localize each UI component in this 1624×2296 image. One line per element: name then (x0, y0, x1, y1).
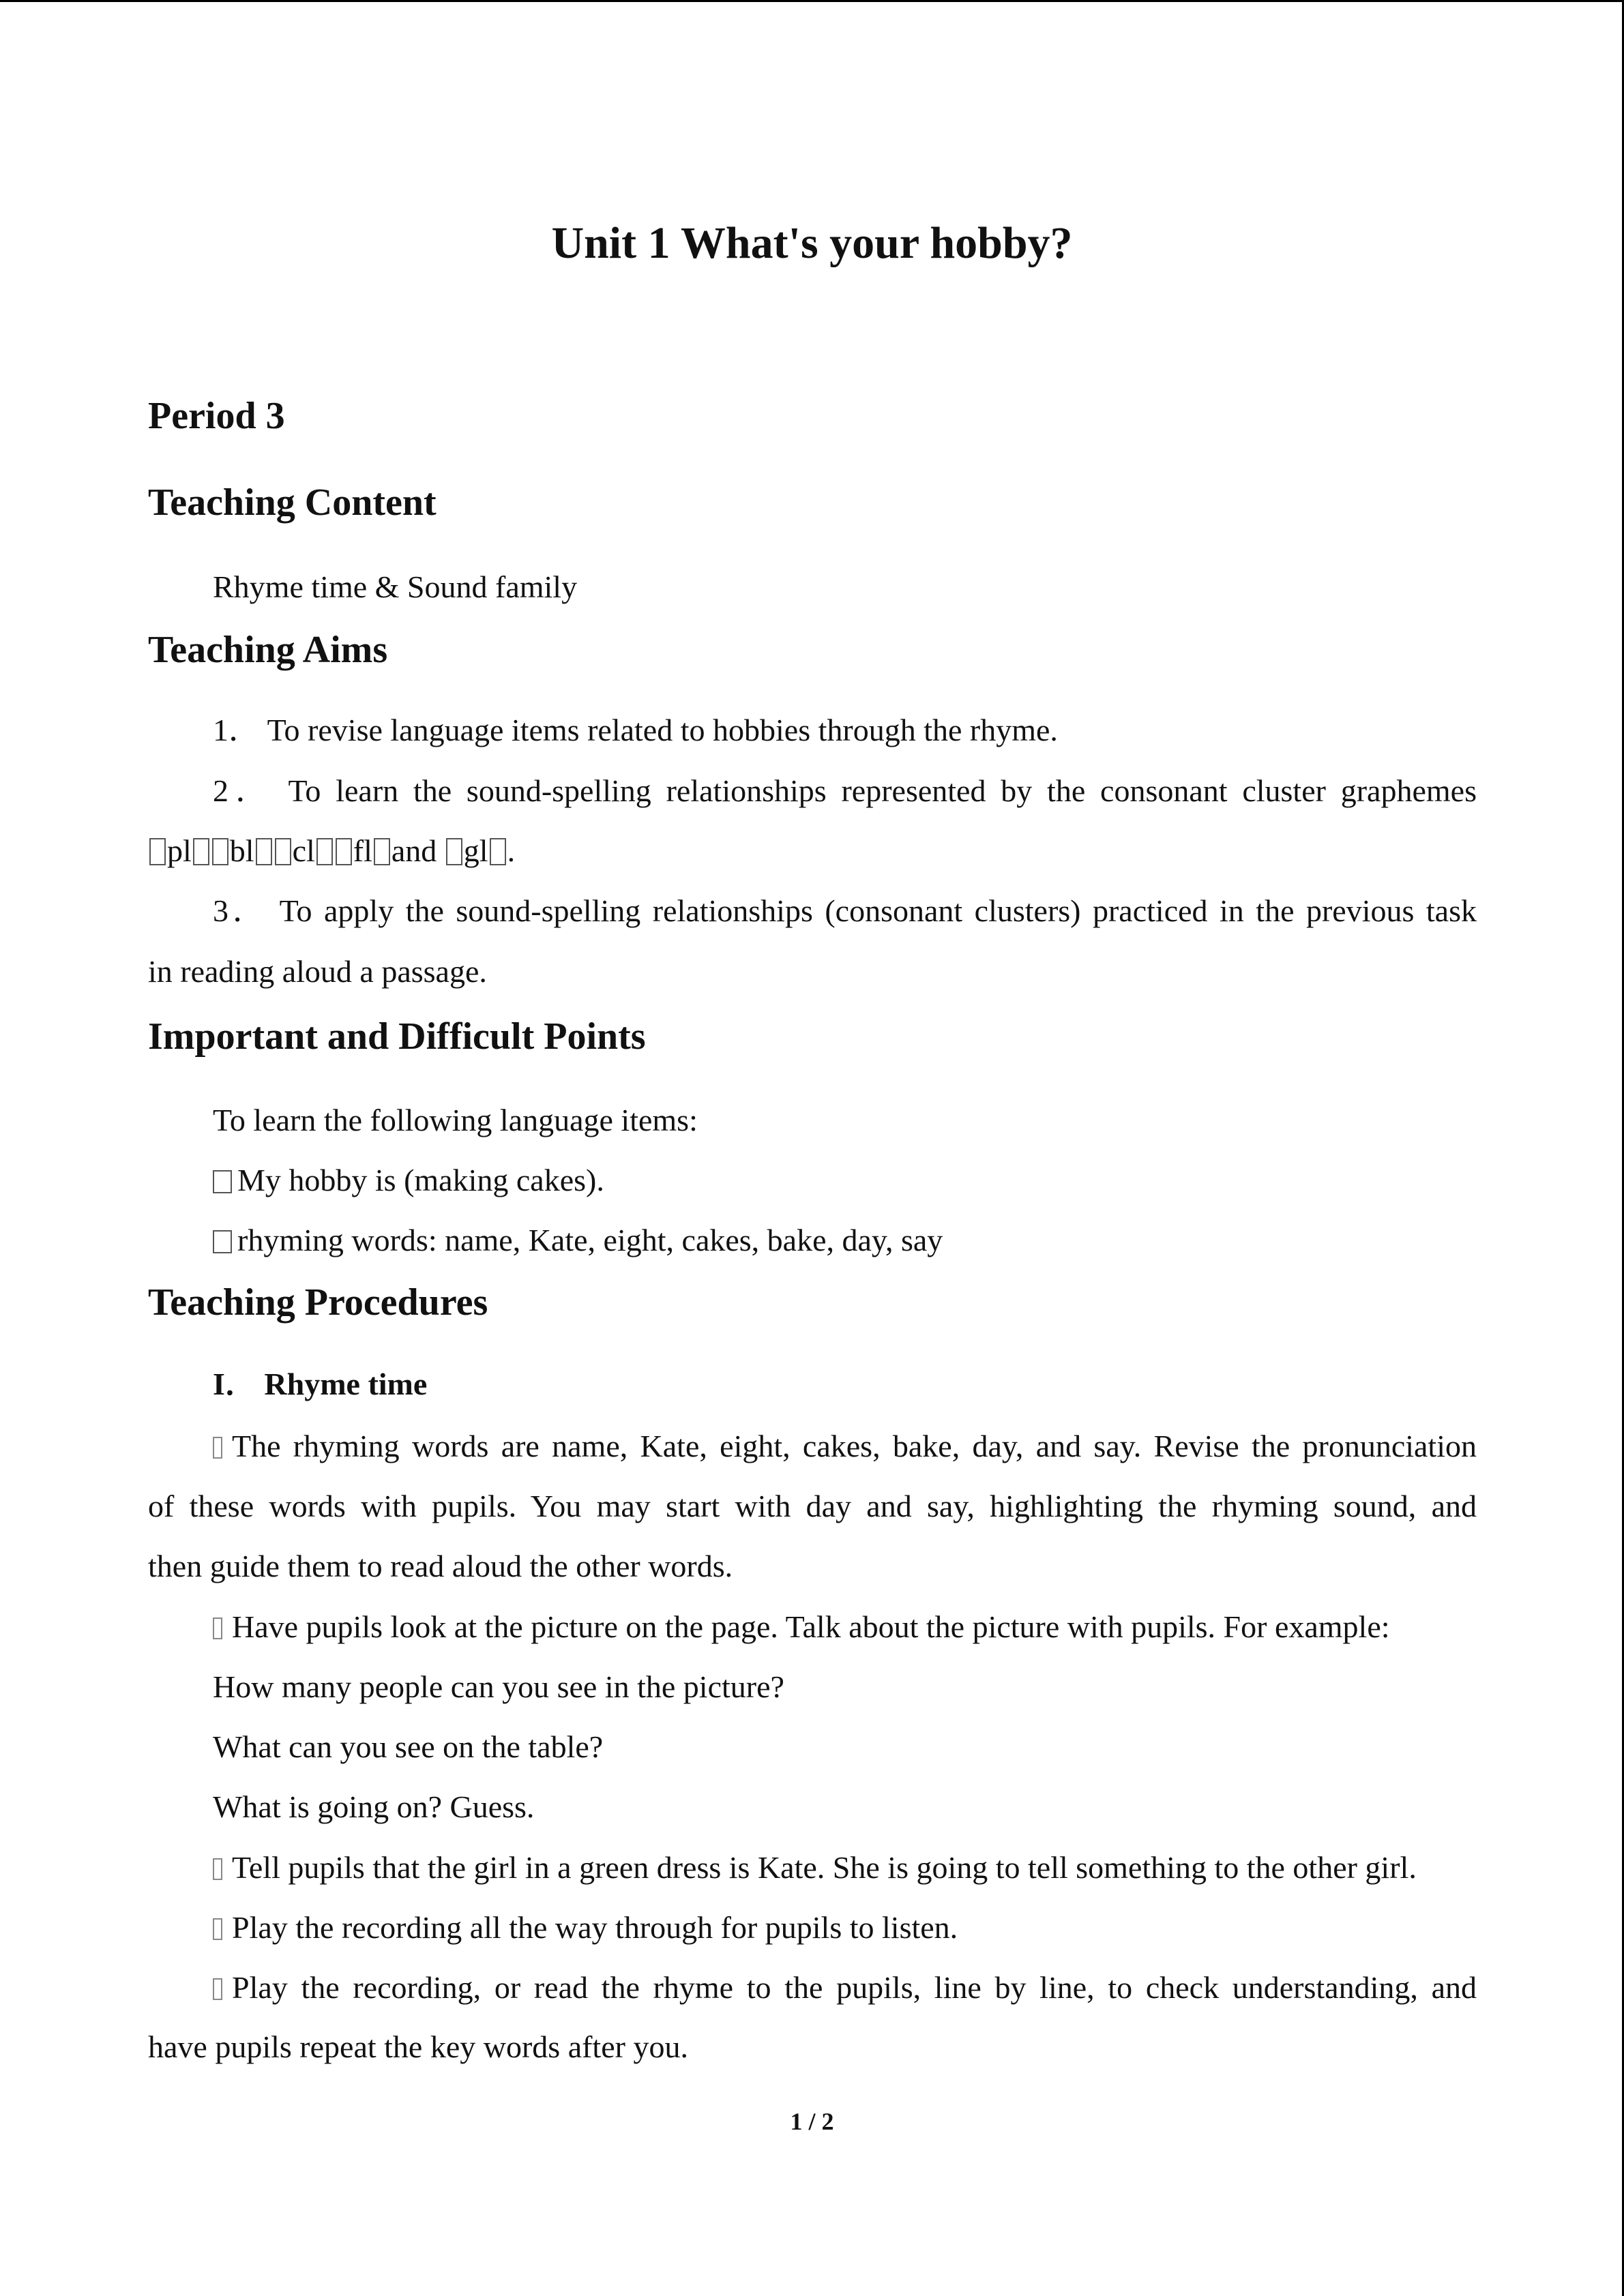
aim-1: 1． To revise language items related to hobbies through the rhyme. (213, 713, 1058, 747)
grapheme-bl: bl (229, 833, 254, 868)
aim-2-period: . (507, 833, 516, 868)
missing-glyph-box (212, 838, 228, 865)
step-4 (213, 1905, 958, 1950)
missing-glyph-box (490, 838, 506, 865)
points-item-2-text: rhyming words: name, Kate, eight, cakes, bake, day, say (237, 1223, 943, 1257)
step-2 (213, 1605, 1390, 1650)
step-marker-icon (213, 1978, 222, 2000)
step-5-line-2: have pupils repeat the key words after you. (148, 2029, 688, 2064)
grapheme-fl: fl (353, 833, 372, 868)
grapheme-cl: cl (292, 833, 315, 868)
step-marker-icon (213, 1437, 222, 1459)
step-2-text: Have pupils look at the picture on the page. Talk about the picture with pupils. For example: (232, 1609, 1390, 1644)
aim-3-line-2: in reading aloud a passage. (148, 954, 487, 989)
points-intro: To learn the following language items: (213, 1103, 698, 1137)
question-2: What can you see on the table? (213, 1729, 604, 1764)
teaching-aims-heading: Teaching Aims (148, 629, 388, 671)
step-3 (213, 1845, 1417, 1890)
step-3-text: Tell pupils that the girl in a green dress is Kate. She is going to tell something to the other girl. (232, 1850, 1417, 1885)
step-marker-icon (213, 1918, 222, 1940)
page-number: 1 / 2 (790, 2108, 834, 2135)
missing-glyph-box (149, 838, 166, 865)
teaching-procedures-heading: Teaching Procedures (148, 1281, 488, 1324)
step-1-line-1 (213, 1424, 1477, 1469)
teaching-content-heading: Teaching Content (148, 481, 437, 524)
missing-glyph-box (275, 838, 291, 865)
step-1-line-1-text: The rhyming words are name, Kate, eight, cakes, bake, day, and say. Revise the pronunciation (232, 1429, 1477, 1463)
step-1-line-2: of these words with pupils. You may start with day and say, highlighting the rhyming sound, and (148, 1489, 1477, 1523)
aim-2-graphemes (148, 829, 515, 874)
missing-glyph-box (374, 838, 390, 865)
step-4-text: Play the recording all the way through for pupils to listen. (232, 1910, 958, 1945)
step-5-line-1 (213, 1965, 1477, 2010)
points-item-1-text: My hobby is (making cakes). (237, 1163, 604, 1197)
grapheme-gl: gl (463, 833, 488, 868)
question-3: What is going on? Guess. (213, 1789, 535, 1824)
step-marker-icon (213, 1858, 222, 1880)
step-marker-icon (213, 1617, 222, 1639)
missing-glyph-box (193, 838, 209, 865)
missing-glyph-box (256, 838, 272, 865)
aim-2-line-1: 2． To learn the sound-spelling relationships represented by the consonant cluster graphemes (213, 773, 1477, 808)
grapheme-pl: pl (167, 833, 192, 868)
document-title: Unit 1 What's your hobby? (551, 218, 1073, 268)
important-points-heading: Important and Difficult Points (148, 1015, 646, 1058)
aim-2-and: and (391, 833, 437, 868)
missing-glyph-box (446, 838, 462, 865)
missing-glyph-box (336, 838, 352, 865)
question-1: How many people can you see in the picture? (213, 1669, 784, 1704)
aim-3-line-1: 3． To apply the sound-spelling relationships (consonant clusters) practiced in the previous task (213, 893, 1477, 928)
step-1-line-3: then guide them to read aloud the other words. (148, 1549, 733, 1583)
bullet-box-icon (213, 1170, 232, 1193)
teaching-content-text: Rhyme time & Sound family (213, 569, 578, 604)
points-item-1 (213, 1158, 604, 1203)
missing-glyph-box (316, 838, 333, 865)
points-item-2 (213, 1218, 943, 1263)
section-rhyme-time: I． Rhyme time (213, 1367, 428, 1401)
period-heading: Period 3 (148, 395, 285, 437)
bullet-box-icon (213, 1230, 232, 1253)
step-5-line-1-text: Play the recording, or read the rhyme to the pupils, line by line, to check understanding, and (232, 1970, 1477, 2005)
